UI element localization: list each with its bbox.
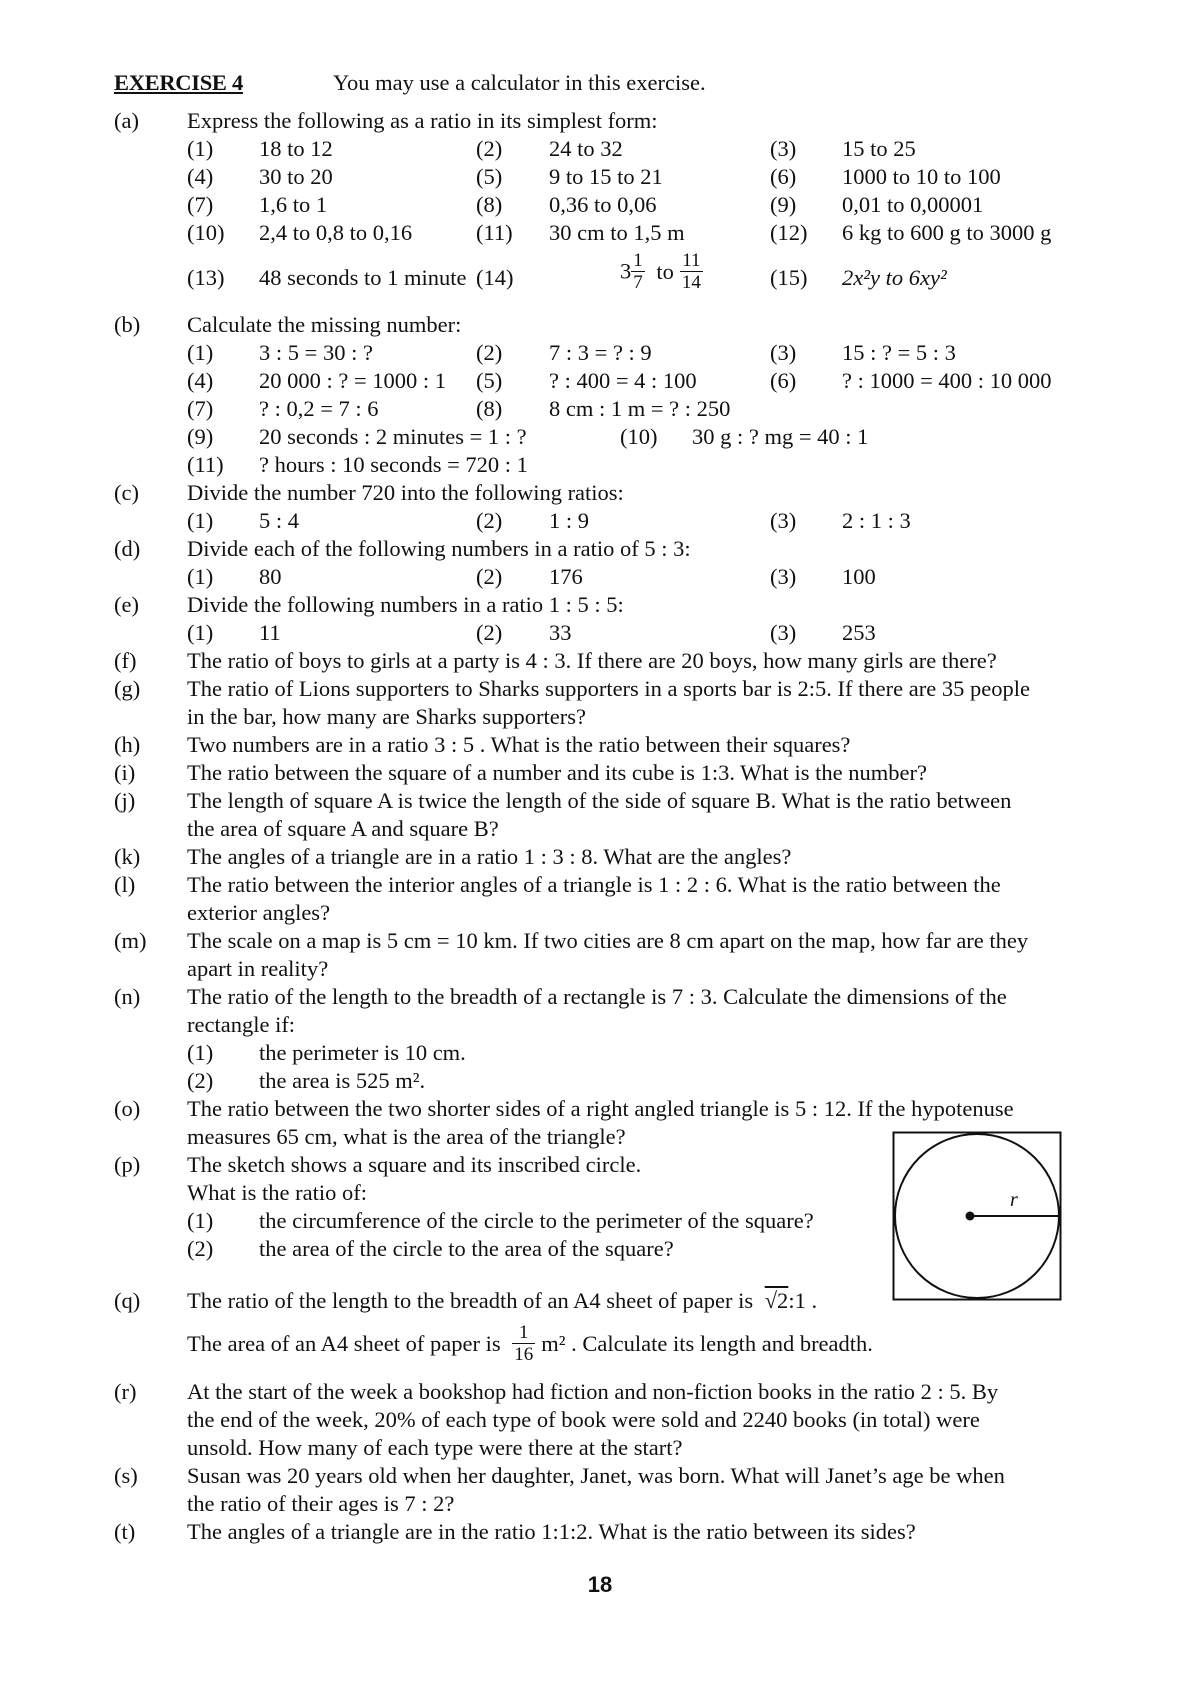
question-label-f: (f) xyxy=(114,648,137,673)
item-number: (2) xyxy=(476,508,503,533)
mixed-fraction xyxy=(620,250,703,293)
item-value: 8 cm : 1 m = ? : 250 xyxy=(549,396,731,421)
question-d-text: Divide each of the following numbers in a ratio of 5 : 3: xyxy=(187,536,691,561)
question-label-p: (p) xyxy=(114,1152,141,1177)
question-q-text: m² . Calculate its length and breadth. xyxy=(541,1330,873,1356)
item-value: 20 000 : ? = 1000 : 1 xyxy=(259,368,447,393)
item-value: 0,01 to 0,00001 xyxy=(842,192,984,217)
question-p-line1: The sketch shows a square and its inscribed circle. xyxy=(187,1152,642,1177)
question-o-line2: measures 65 cm, what is the area of the triangle? xyxy=(187,1124,626,1149)
question-label-a: (a) xyxy=(114,108,139,133)
item-number: (1) xyxy=(187,564,214,589)
item-value: 176 xyxy=(549,564,583,589)
item-number: (1) xyxy=(187,1208,214,1233)
item-value: 30 cm to 1,5 m xyxy=(549,220,685,245)
fraction-numerator: 1 xyxy=(512,1322,535,1344)
item-number: (6) xyxy=(770,164,797,189)
item-value: 5 : 4 xyxy=(259,508,300,533)
question-j-line1: The length of square A is twice the length of the side of square B. What is the ratio between xyxy=(187,788,1012,813)
item-number: (13) xyxy=(187,265,225,290)
question-a-text: Express the following as a ratio in its simplest form: xyxy=(187,108,658,133)
question-k-text: The angles of a triangle are in a ratio 1 : 3 : 8. What are the angles? xyxy=(187,844,792,869)
question-i-text: The ratio between the square of a number and its cube is 1:3. What is the number? xyxy=(187,760,927,785)
item-number: (1) xyxy=(187,340,214,365)
question-l-line1: The ratio between the interior angles of a triangle is 1 : 2 : 6. What is the ratio between the xyxy=(187,872,1001,897)
question-j-line2: the area of square A and square B? xyxy=(187,816,499,841)
item-number: (7) xyxy=(187,396,214,421)
question-label-s: (s) xyxy=(114,1463,138,1488)
item-value: the circumference of the circle to the perimeter of the square? xyxy=(259,1208,814,1233)
item-number: (2) xyxy=(476,136,503,161)
calculator-note: You may use a calculator in this exercise. xyxy=(333,70,706,95)
fraction-denominator: 7 xyxy=(633,272,643,293)
item-number: (9) xyxy=(770,192,797,217)
question-m-line2: apart in reality? xyxy=(187,956,329,981)
item-value: 1 : 9 xyxy=(549,508,590,533)
question-r-line1: At the start of the week a bookshop had fiction and non-fiction books in the ratio 2 : 5. By xyxy=(187,1379,999,1404)
item-value: 0,36 to 0,06 xyxy=(549,192,657,217)
question-label-r: (r) xyxy=(114,1379,137,1404)
square-inscribed-circle-diagram xyxy=(892,1131,1062,1301)
item-value: 9 to 15 to 21 xyxy=(549,164,663,189)
item-value: 33 xyxy=(549,620,572,645)
item-number: (2) xyxy=(187,1068,214,1093)
item-number: (1) xyxy=(187,508,214,533)
question-r-line2: the end of the week, 20% of each type of book were sold and 2240 books (in total) were xyxy=(187,1407,980,1432)
item-number: (1) xyxy=(187,136,214,161)
item-number: (10) xyxy=(187,220,225,245)
question-l-line2: exterior angles? xyxy=(187,900,331,925)
item-number: (2) xyxy=(476,620,503,645)
item-number: (1) xyxy=(187,620,214,645)
question-r-line3: unsold. How many of each type were there at the start? xyxy=(187,1435,683,1460)
question-p-line2: What is the ratio of: xyxy=(187,1180,367,1205)
item-value: 48 seconds to 1 minute xyxy=(259,265,467,290)
item-number: (4) xyxy=(187,368,214,393)
item-value: 20 seconds : 2 minutes = 1 : ? xyxy=(259,424,527,449)
item-number: (4) xyxy=(187,164,214,189)
question-q-text: The area of an A4 sheet of paper is xyxy=(187,1330,501,1356)
question-n-line2: rectangle if: xyxy=(187,1012,296,1037)
item-value: 100 xyxy=(842,564,876,589)
question-label-m: (m) xyxy=(114,928,147,953)
question-s-line1: Susan was 20 years old when her daughter, Janet, was born. What will Janet’s age be when xyxy=(187,1463,1005,1488)
item-value: the area is 525 m². xyxy=(259,1068,426,1093)
page-number: 18 xyxy=(587,1572,613,1597)
fraction-numerator: 1 xyxy=(633,250,643,271)
question-label-c: (c) xyxy=(114,480,139,505)
fraction xyxy=(512,1322,535,1365)
item-number: (12) xyxy=(770,220,808,245)
question-f-text: The ratio of boys to girls at a party is 4 : 3. If there are 20 boys, how many girls are there? xyxy=(187,648,997,673)
fraction-whole: 3 xyxy=(620,258,632,284)
circle-centre-dot xyxy=(966,1212,975,1221)
question-label-i: (i) xyxy=(114,760,136,785)
question-label-g: (g) xyxy=(114,676,141,701)
question-label-l: (l) xyxy=(114,872,136,897)
item-value: the area of the circle to the area of the square? xyxy=(259,1236,674,1261)
question-t-text: The angles of a triangle are in the ratio 1:1:2. What is the ratio between its sides? xyxy=(187,1519,916,1544)
item-value: 30 to 20 xyxy=(259,164,333,189)
item-value: 3 : 5 = 30 : ? xyxy=(259,340,373,365)
item-value: 2 : 1 : 3 xyxy=(842,508,911,533)
item-number: (1) xyxy=(187,1040,214,1065)
item-value: the perimeter is 10 cm. xyxy=(259,1040,466,1065)
question-b-text: Calculate the missing number: xyxy=(187,312,462,337)
item-number: (15) xyxy=(770,265,808,290)
question-label-o: (o) xyxy=(114,1096,141,1121)
item-value: ? : 400 = 4 : 100 xyxy=(549,368,697,393)
item-number: (11) xyxy=(476,220,513,245)
item-value: 18 to 12 xyxy=(259,136,333,161)
item-number: (5) xyxy=(476,164,503,189)
item-value: 253 xyxy=(842,620,876,645)
question-label-q: (q) xyxy=(114,1288,141,1313)
item-number: (10) xyxy=(620,424,658,449)
item-value: 6 kg to 600 g to 3000 g xyxy=(842,220,1052,245)
question-s-line2: the ratio of their ages is 7 : 2? xyxy=(187,1491,455,1516)
item-value: 7 : 3 = ? : 9 xyxy=(549,340,652,365)
item-number: (11) xyxy=(187,452,224,477)
item-number: (6) xyxy=(770,368,797,393)
question-e-text: Divide the following numbers in a ratio 1 : 5 : 5: xyxy=(187,592,624,617)
item-number: (2) xyxy=(476,340,503,365)
item-number: (7) xyxy=(187,192,214,217)
question-m-line1: The scale on a map is 5 cm = 10 km. If two cities are 8 cm apart on the map, how far are they xyxy=(187,928,1029,953)
item-number: (14) xyxy=(476,265,514,290)
item-number: (8) xyxy=(476,192,503,217)
question-q-text: The ratio of the length to the breadth of an A4 sheet of paper is xyxy=(187,1288,754,1313)
item-value: 2x²y to 6xy² xyxy=(842,265,947,290)
question-label-t: (t) xyxy=(114,1519,136,1544)
item-value: ? hours : 10 seconds = 720 : 1 xyxy=(259,452,528,477)
exercise-title: EXERCISE 4 xyxy=(114,70,243,95)
item-value: 1000 to 10 to 100 xyxy=(842,164,1001,189)
sqrt-two: √2 xyxy=(764,1288,789,1313)
item-number: (3) xyxy=(770,340,797,365)
item-value: 1,6 to 1 xyxy=(259,192,328,217)
item-number: (3) xyxy=(770,508,797,533)
question-n-line1: The ratio of the length to the breadth of a rectangle is 7 : 3. Calculate the dimensions of the xyxy=(187,984,1007,1009)
fraction-denominator: 14 xyxy=(681,272,701,293)
question-g-line1: The ratio of Lions supporters to Sharks supporters in a sports bar is 2:5. If there are 35 people xyxy=(187,676,1030,701)
item-value: ? : 0,2 = 7 : 6 xyxy=(259,396,379,421)
fraction-to: to xyxy=(656,258,674,284)
item-value: 15 : ? = 5 : 3 xyxy=(842,340,956,365)
item-number: (3) xyxy=(770,136,797,161)
fraction xyxy=(631,250,645,293)
item-number: (8) xyxy=(476,396,503,421)
question-q-line2 xyxy=(187,1320,873,1366)
question-h-text: Two numbers are in a ratio 3 : 5 . What is the ratio between their squares? xyxy=(187,732,851,757)
item-number: (2) xyxy=(187,1236,214,1261)
item-number: (3) xyxy=(770,620,797,645)
question-label-h: (h) xyxy=(114,732,141,757)
ratio-suffix: :1 . xyxy=(788,1288,818,1313)
fraction-denominator: 16 xyxy=(514,1344,534,1366)
fraction-numerator: 11 xyxy=(680,250,703,272)
question-label-j: (j) xyxy=(114,788,136,813)
item-number: (2) xyxy=(476,564,503,589)
item-value: ? : 1000 = 400 : 10 000 xyxy=(842,368,1052,393)
item-number: (9) xyxy=(187,424,214,449)
question-c-text: Divide the number 720 into the following ratios: xyxy=(187,480,624,505)
item-value: 80 xyxy=(259,564,282,589)
item-value: 2,4 to 0,8 to 0,16 xyxy=(259,220,413,245)
question-label-b: (b) xyxy=(114,312,141,337)
fraction xyxy=(680,250,703,293)
item-number: (5) xyxy=(476,368,503,393)
item-number: (3) xyxy=(770,564,797,589)
question-label-k: (k) xyxy=(114,844,141,869)
item-value: 11 xyxy=(259,620,281,645)
item-value: 30 g : ? mg = 40 : 1 xyxy=(692,424,869,449)
question-label-e: (e) xyxy=(114,592,139,617)
question-o-line1: The ratio between the two shorter sides of a right angled triangle is 5 : 12. If the hypotenuse xyxy=(187,1096,1014,1121)
question-q-line1 xyxy=(187,1287,817,1315)
radius-label: r xyxy=(1010,1189,1018,1211)
item-value: 24 to 32 xyxy=(549,136,623,161)
item-value: 15 to 25 xyxy=(842,136,916,161)
question-label-n: (n) xyxy=(114,984,141,1009)
question-g-line2: in the bar, how many are Sharks supporters? xyxy=(187,704,586,729)
question-label-d: (d) xyxy=(114,536,141,561)
